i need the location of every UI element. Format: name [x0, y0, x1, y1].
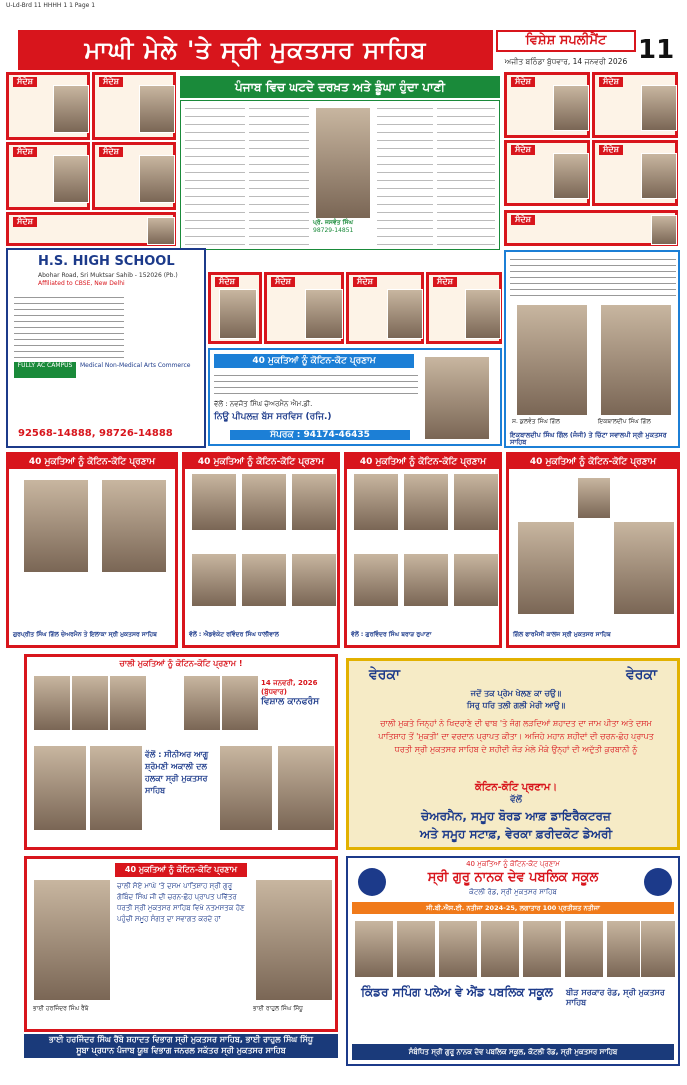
caption-left: ਸ. ਕੁਲਵੰਤ ਸਿੰਘ ਗਿੱਲ [512, 418, 560, 425]
sandesh-box-wide [6, 212, 176, 246]
bottom-title: 40 ਮੁਕਤਿਆਂ ਨੂੰ ਕੋਟਿਨ-ਕੋਟਿ ਪ੍ਰਣਾਮ [115, 863, 247, 877]
portrait-photo [33, 745, 87, 831]
portrait-photo [403, 473, 449, 531]
portrait-photo [191, 553, 237, 607]
portrait-photo [291, 473, 337, 531]
tribute-footer: ਗੁਰਪ੍ਰੀਤ ਸਿੰਘ ਗਿੱਲ ਚੇਅਰਮੈਨ ਤੇ ਇਲਾਕਾ ਸ੍ਰੀ ਮੁਕਤਸਰ ਸਾਹਿਬ [13, 631, 157, 638]
sandesh-label: ਸੰਦੇਸ਼ [599, 145, 623, 155]
portrait-photo [553, 85, 589, 131]
school-ad-footer: ਸੰਬੰਧਿਤ ਸ੍ਰੀ ਗੁਰੂ ਨਾਨਕ ਦੇਵ ਪਬਲਿਕ ਸਕੂਲ, ਕੋਟਲੀ ਰੋਡ, ਸ੍ਰੀ ਮੁਕਤਸਰ ਸਾਹਿਬ [352, 1044, 674, 1060]
portrait-photo [453, 473, 499, 531]
sandesh-label: ਸੰਦੇਸ਼ [99, 77, 123, 87]
facility-badge: FULLY AC CAMPUS [14, 362, 76, 378]
portrait-photo [183, 675, 221, 731]
school-address: Abohar Road, Sri Muktsar Sahib - 152026 (Pb.) [38, 272, 178, 279]
portrait-photo [277, 745, 335, 831]
portrait-photo [191, 473, 237, 531]
owner-photo [424, 356, 490, 440]
text-column [437, 105, 495, 245]
verka-ad [346, 658, 680, 850]
print-info: U-Ld-Brd 11 HHHH 1 1 Page 1 [6, 2, 96, 9]
bottom-footer-1: ਭਾਈ ਹਰਜਿੰਦਰ ਸਿੰਘ ਰੈਂਬੋ ਸ਼ਹਾਦਤ ਵਿਭਾਗ ਸ੍ਰੀ ਮੁਕਤਸਰ ਸਾਹਿਬ, ਭਾਈ ਰਾਹੁਲ ਸਿੰਘ ਸਿੱਧੂ [48, 1035, 313, 1044]
portrait-photo [353, 553, 399, 607]
author-photo [315, 107, 371, 219]
portrait-photo [453, 553, 499, 607]
bus-ad-phone: ਸੰਪਰਕ : 94174-46435 [230, 430, 410, 440]
bottom-body: ਚਾਲੀ ਸੋਏ ਮਾਘੇ 'ਤੇ ਦਸਮ ਪਾਤਿਸ਼ਾਹ ਸ੍ਰੀ ਗੁਰੂ ਗੋਬਿੰਦ ਸਿੰਘ ਜੀ ਦੀ ਚਰਨ-ਛੋਹ ਪ੍ਰਾਪਤ ਪਵਿੱਤਰ ਧਰਤੀ ਸ੍ਰੀ ਮੁਕਤਸਰ ਸਾਹਿਬ ਵਿਖੇ ਨਤਮਸਤਕ ਹੋਣ ਪਹੁੰਚੀ ਸਮੂਹ ਸੰਗਤ ਦਾ ਸਵਾਗਤ ਕਰਦੇ ਹਾਂ [117, 882, 245, 923]
bus-ad-from: ਵੱਲੋਂ : ਨਵਜੋਤ ਸਿੰਘ ਚੇਅਰਮੈਨ ਐਮ.ਡੀ. [214, 400, 313, 408]
article-body [180, 100, 500, 250]
portrait-photo [613, 521, 675, 615]
greeting-ad [504, 250, 680, 448]
sandesh-label: ਸੰਦੇਸ਼ [511, 77, 535, 87]
sandesh-box [6, 72, 90, 140]
event-date: 14 ਜਨਵਰੀ, 2026 (ਬੁੱਧਵਾਰ) [261, 679, 318, 696]
sandesh-label: ਸੰਦੇਸ਼ [511, 145, 535, 155]
verka-body: ਚਾਲੀ ਮੁਕਤੇ ਜਿਨ੍ਹਾਂ ਨੇ ਖਿਦਰਾਣੇ ਦੀ ਢਾਬ 'ਤੇ ਜੰਗ ਲੜਦਿਆਂ ਸ਼ਹਾਦਤ ਦਾ ਜਾਮ ਪੀਤਾ ਅਤੇ ਦਸਮ ਪਾਤਿਸ਼ਾਹ ਤੋਂ 'ਮੁਕਤੀ' ਦਾ ਵਰਦਾਨ ਪ੍ਰਾਪਤ ਕੀਤਾ। ਅਜਿਹੇ ਮਹਾਨ ਸ਼ਹੀਦਾਂ ਦੀ ਚਰਨ-ਛੋਹ ਪ੍ਰਾਪਤ ਧਰਤੀ ਸ੍ਰੀ ਮੁਕਤਸਰ ਸਾਹਿਬ ਦੇ ਸ਼ਹੀਦੀ ਜੋੜ ਮੇਲੇ ਮੌਕੇ ਉਨ੍ਹਾਂ ਦੀ ਅਦੁੱਤੀ ਕੁਰਬਾਨੀ ਨੂੰ [378, 719, 654, 754]
student-photo [438, 920, 478, 978]
school-ad-top: 40 ਮੁਕਤਿਆਂ ਨੂੰ ਕੋਟਿਨ-ਕੋਟ ਪ੍ਰਣਾਮ [466, 860, 560, 868]
portrait-photo [33, 675, 71, 731]
sandesh-label: ਸੰਦੇਸ਼ [13, 217, 37, 227]
tribute-title: 40 ਮੁਕਤਿਆਂ ਨੂੰ ਕੋਟਿਨ-ਕੋਟਿ ਪ੍ਰਣਾਮ [9, 455, 175, 469]
sandesh-box [208, 272, 262, 344]
school-ad-branch: ਬੀੜ ਸਰਕਾਰ ਰੋਡ, ਸ੍ਰੀ ਮੁਕਤਸਰ ਸਾਹਿਬ [566, 988, 665, 1007]
sandesh-box [92, 142, 176, 210]
portrait-photo [553, 153, 589, 199]
student-photo [564, 920, 604, 978]
author-byline: ਪ੍ਰੋ. ਜਸਵੰਤ ਸਿੰਘ [313, 219, 353, 226]
student-photo [640, 920, 676, 978]
sandesh-box-wide [504, 210, 678, 246]
school-result-ad [346, 856, 680, 1066]
school-streams: Medical Non-Medical Arts Commerce [80, 362, 191, 369]
portrait-photo [641, 153, 677, 199]
sandesh-box [264, 272, 344, 344]
school-ad-location: ਕੋਟਲੀ ਰੋਡ, ਸ੍ਰੀ ਮੁਕਤਸਰ ਸਾਹਿਬ [469, 888, 557, 896]
portrait-photo [241, 473, 287, 531]
sandesh-box [426, 272, 502, 344]
page-number: 11 [638, 35, 675, 65]
political-header: ਚਾਲੀ ਮੁਕਤਿਆਂ ਨੂੰ ਕੋਟਿਨ-ਕੋਟਿ ਪ੍ਰਣਾਮ ! [119, 659, 243, 668]
portrait-photo [71, 675, 109, 731]
portrait-photo [109, 675, 147, 731]
caption-right: ਭਾਈ ਰਾਹੁਲ ਸਿੰਘ ਸਿੱਧੂ [253, 1005, 303, 1012]
tribute-footer: ਵੱਲੋਂ : ਐਡਵੋਕੇਟ ਰਵਿੰਦਰ ਸਿੰਘ ਧਾਲੀਵਾਲ [189, 631, 279, 638]
sandesh-box [504, 140, 590, 206]
tribute-title: 40 ਮੁਕਤਿਆਂ ਨੂੰ ਕੋਟਿਨ-ਕੋਟਿ ਪ੍ਰਣਾਮ [185, 455, 337, 469]
registration-marks [0, 1070, 687, 1085]
verka-verse-2: ਸਿਰੁ ਧਰਿ ਤਲੀ ਗਲੀ ਮੇਰੀ ਆਉ॥ [466, 701, 566, 710]
sandesh-box [6, 142, 90, 210]
masthead-title: ਮਾਘੀ ਮੇਲੇ 'ਤੇ ਸ੍ਰੀ ਮੁਕਤਸਰ ਸਾਹਿਬ [18, 30, 493, 70]
student-photo [522, 920, 562, 978]
portrait-photo [387, 289, 423, 339]
verka-salute: ਕੋਟਿਨ-ਕੋਟਿ ਪ੍ਰਣਾਮ। [474, 782, 558, 793]
greeting-ad-bottom [24, 856, 338, 1032]
sandesh-label: ਸੰਦੇਸ਼ [599, 77, 623, 87]
verka-from: ਵੱਲੋਂ [510, 795, 522, 805]
verka-brand-left: ਵੇਰਕਾ [369, 667, 400, 683]
tribute-title: 40 ਮੁਕਤਿਆਂ ਨੂੰ ਕੋਟਿਨ-ਕੋਟਿ ਪ੍ਰਣਾਮ [347, 455, 499, 469]
sandesh-label: ਸੰਦੇਸ਼ [13, 147, 37, 157]
sandesh-label: ਸੰਦੇਸ਼ [215, 277, 239, 287]
bus-ad-text [214, 372, 418, 396]
bottom-footer-2: ਸੂਬਾ ਪ੍ਰਧਾਨ ਪੰਜਾਬ ਯੂਥ ਵਿਭਾਗ ਜਨਰਲ ਸਕੱਤਰ ਸ੍ਰੀ ਮੁਕਤਸਰ ਸਾਹਿਬ [76, 1046, 286, 1055]
bus-ad-title: 40 ਮੁਕਤਿਆਂ ਨੂੰ ਕੋਟਿਨ-ਕੋਟ ਪ੍ਰਣਾਮ [214, 354, 414, 368]
portrait-photo [53, 85, 89, 133]
sandesh-label: ਸੰਦੇਸ਼ [13, 77, 37, 87]
sandesh-label: ਸੰਦੇਸ਼ [353, 277, 377, 287]
sandesh-label: ਸੰਦੇਸ਼ [433, 277, 457, 287]
school-ad [6, 248, 206, 448]
greeting-text [510, 256, 676, 296]
greeting-footer: ਇਕਬਾਲਦੀਪ ਸਿੰਘ ਗਿੱਲ (ਜੰਜੀ) ਤੇ ਚਿੱਟਾ ਸਵਾਲਪੀ ਸ੍ਰੀ ਮੁਕਤਸਰ ਸਾਹਿਬ [510, 431, 667, 446]
portrait-photo [516, 304, 588, 416]
political-from: ਵੱਲੋਂ : ਸੀਨੀਅਰ ਆਗੂ ਸ਼੍ਰੋਮਣੀ ਅਕਾਲੀ ਦਲ ਹਲਕਾ ਸ੍ਰੀ ਮੁਕਤਸਰ ਸਾਹਿਬ [145, 750, 209, 795]
sandesh-label: ਸੰਦੇਸ਼ [511, 215, 535, 225]
portrait-photo [139, 155, 175, 203]
school-name: H.S. HIGH SCHOOL [38, 254, 175, 269]
school-logo-icon [358, 868, 386, 896]
sandesh-label: ਸੰਦੇਸ਼ [99, 147, 123, 157]
political-ad [24, 654, 338, 850]
sandesh-box [592, 140, 678, 206]
verka-sign-2: ਅਤੇ ਸਮੂਹ ਸਟਾਫ਼, ਵੇਰਕਾ ਫ਼ਰੀਦਕੋਟ ਡੇਅਰੀ [419, 827, 613, 841]
bus-ad-org: ਨਿਊ ਪੀਪਲਜ਼ ਬੱਸ ਸਰਵਿਸ (ਰਜਿ.) [214, 412, 332, 422]
tribute-ad [6, 452, 178, 648]
tribute-footer: ਵੱਲੋਂ : ਗੁਰਵਿੰਦਰ ਸਿੰਘ ਬਰਾੜ ਰੁਪਾਣਾ [351, 631, 432, 638]
portrait-photo [23, 479, 89, 573]
sandesh-box [504, 72, 590, 138]
cbse-logo-icon [644, 868, 672, 896]
dateline: ਅਜੀਤ ਬਠਿੰਡਾ ਬੁੱਧਵਾਰ, 14 ਜਨਵਰੀ 2026 [504, 57, 628, 66]
portrait-photo [353, 473, 399, 531]
school-ad-banner: ਕਿੰਡਰ ਸਪਿੰਗ ਪਲੇਅ ਵੇ ਐਂਡ ਪਬਲਿਕ ਸਕੂਲ [361, 985, 553, 999]
sandesh-label: ਸੰਦੇਸ਼ [271, 277, 295, 287]
student-photo [480, 920, 520, 978]
school-ad-result: ਸੀ.ਬੀ.ਐਸ.ਈ. ਨਤੀਜਾ 2024-25, ਲਗਾਤਾਰ 100 ਪ੍ਰਤੀਸ਼ਤ ਨਤੀਜਾ [352, 902, 674, 914]
portrait-photo [53, 155, 89, 203]
tribute-title: 40 ਮੁਕਤਿਆਂ ਨੂੰ ਕੋਟਿਨ-ਕੋਟਿ ਪ੍ਰਣਾਮ [509, 455, 677, 469]
tribute-ad [182, 452, 340, 648]
tribute-footer: ਗਿੱਲ ਫਾਰਮੈਸੀ ਕਾਲਜ ਸ੍ਰੀ ਮੁਕਤਸਰ ਸਾਹਿਬ [513, 631, 611, 638]
caption-right: ਇਕਬਾਲਦੀਪ ਸਿੰਘ ਗਿੱਲ [598, 418, 651, 425]
article-headline: ਪੰਜਾਬ ਵਿਚ ਘਟਦੇ ਦਰਖ਼ਤ ਅਤੇ ਡੂੰਘਾ ਹੁੰਦਾ ਪਾਣੀ [180, 76, 500, 98]
verka-sign-1: ਚੇਅਰਮੈਨ, ਸਮੂਹ ਬੋਰਡ ਆਫ਼ ਡਾਇਰੈਕਟਰਜ਼ [421, 809, 611, 823]
portrait-photo [219, 289, 257, 339]
portrait-photo [577, 477, 611, 519]
verka-brand-right: ਵੇਰਕਾ [626, 667, 657, 683]
school-ad-name: ਸ੍ਰੀ ਗੁਰੂ ਨਾਨਕ ਦੇਵ ਪਬਲਿਕ ਸਕੂਲ [427, 870, 599, 885]
verka-verse-1: ਜਦੋਂ ਤਕ ਪ੍ਰੇਮ ਖੇਲਣ ਕਾ ਚਉ॥ [470, 689, 562, 698]
portrait-photo [641, 85, 677, 131]
portrait-photo [517, 521, 575, 615]
portrait-photo [139, 85, 175, 133]
student-photo [354, 920, 394, 978]
portrait-photo [33, 879, 111, 1001]
portrait-photo [241, 553, 287, 607]
text-column [249, 105, 309, 245]
portrait-photo [221, 675, 259, 731]
bottom-footer [24, 1034, 338, 1058]
author-phone: 98729-14851 [313, 227, 354, 234]
portrait-photo [465, 289, 501, 339]
portrait-photo [147, 217, 175, 245]
portrait-photo [89, 745, 143, 831]
text-column [377, 105, 433, 245]
sandesh-box [92, 72, 176, 140]
portrait-photo [291, 553, 337, 607]
event-title: ਵਿਸ਼ਾਲ ਕਾਨਫਰੰਸ [261, 697, 320, 707]
school-phone: 92568-14888, 98726-14888 [18, 428, 173, 439]
supplement-label: ਵਿਸ਼ੇਸ਼ ਸਪਲੀਮੈਂਟ [496, 30, 636, 52]
portrait-photo [219, 745, 273, 831]
portrait-photo [101, 479, 167, 573]
features-list [14, 294, 124, 358]
portrait-photo [403, 553, 449, 607]
bus-service-ad [208, 348, 502, 446]
portrait-photo [600, 304, 672, 416]
portrait-photo [305, 289, 343, 339]
tribute-ad [344, 452, 502, 648]
portrait-photo [255, 879, 333, 1001]
student-photo [396, 920, 436, 978]
school-affiliation: Affiliated to CBSE, New Delhi [38, 280, 125, 287]
portrait-photo [651, 215, 677, 245]
text-column [185, 105, 245, 245]
tribute-ad [506, 452, 680, 648]
sandesh-box [346, 272, 424, 344]
caption-left: ਭਾਈ ਹਰਜਿੰਦਰ ਸਿੰਘ ਰੈਂਬੋ [33, 1005, 89, 1012]
sandesh-box [592, 72, 678, 138]
